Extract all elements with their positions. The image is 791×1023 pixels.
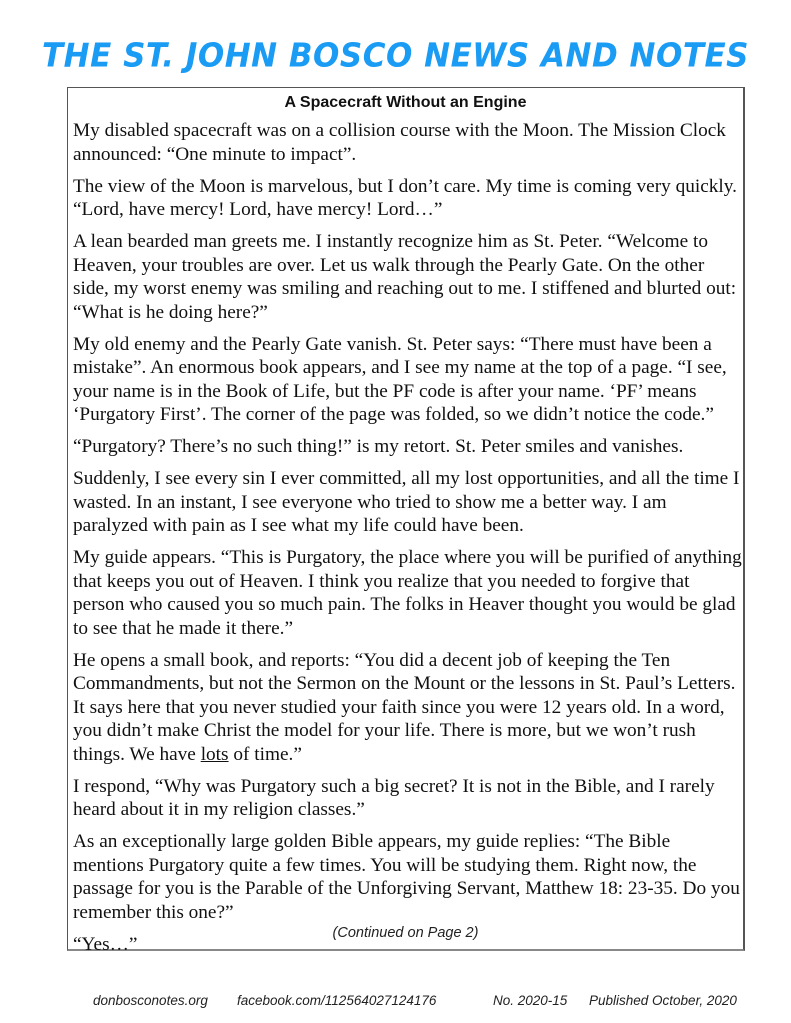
paragraph: The view of the Moon is marvelous, but I don’t care. My time is coming very quickly. “Lord, have mercy! Lord, have mercy! Lord…”	[73, 175, 737, 220]
paragraph: As an exceptionally large golden Bible appears, my guide replies: “The Bible mentions Purgatory quite a few times. You will be studying them. Right now, the passage for you is the Parable of the Unforgiving Servant, Matthew 18: 23-35. Do you remember this one?”	[73, 831, 740, 923]
paragraph: A lean bearded man greets me. I instantly recognize him as St. Peter. “Welcome to Heaven, your troubles are over. Let us walk through the Pearly Gate. On the other side, my worst enemy was smiling and reaching out to me. I stiffened and blurted out: “What is he doing here?”	[73, 231, 737, 323]
paragraph: My guide appears. “This is Purgatory, the place where you will be purified of anything that keeps you out of Heaven. I think you realize that you needed to forgive that person who caused you so much pain. The folks in Heaver thought you would be glad to see that he made it there.”	[73, 547, 742, 639]
paragraph-text: of time.”	[228, 743, 302, 765]
facebook-link[interactable]: facebook.com/112564027124176	[237, 993, 437, 1008]
article-frame	[67, 87, 745, 955]
continued-note: (Continued on Page 2)	[332, 925, 479, 941]
paragraph: “Purgatory? There’s no such thing!” is my retort. St. Peter smiles and vanishes.	[73, 436, 684, 457]
paragraph	[73, 649, 743, 767]
article-title: A Spacecraft Without an Engine	[284, 94, 527, 111]
paragraph-text: He opens a small book, and reports: “You did a decent job of keeping the Ten Commandments, but not the Sermon on the Mount or the lessons in St. Paul’s Letters. It says here that you never studied your faith since you were 12 years old. In a word, you didn’t make Christ the model for your life. There is more, but we won’t rush things. We have	[73, 649, 736, 765]
issue-number: No. 2020-15	[493, 993, 568, 1008]
paragraph: My old enemy and the Pearly Gate vanish. St. Peter says: “There must have been a mistake”. An enormous book appears, and I see my name at the top of a page. “I see, your name is in the Book of Life, but the PF code is after your name. ‘PF’ means ‘Purgatory First’. The corner of the page was folded, so we didn’t notice the code.”	[73, 333, 727, 425]
underlined-word: lots	[200, 743, 229, 765]
paragraph: “Yes…”	[73, 933, 138, 955]
paragraph: My disabled spacecraft was on a collision course with the Moon. The Mission Clock announced: “One minute to impact”.	[73, 120, 726, 165]
published-date: Published October, 2020	[589, 993, 737, 1008]
paragraph: I respond, “Why was Purgatory such a big secret? It is not in the Bible, and I rarely heard about it in my religion classes.”	[73, 775, 715, 820]
article-body	[73, 119, 743, 965]
newsletter-masthead: THE ST. JOHN BOSCO NEWS AND NOTES	[42, 37, 749, 75]
paragraph: Suddenly, I see every sin I ever committed, all my lost opportunities, and all the time I wasted. In an instant, I see everyone who tried to show me a better way. I am paralyzed with pain as I see what my life could have been.	[73, 468, 740, 536]
website-link[interactable]: donbosconotes.org	[93, 993, 208, 1008]
